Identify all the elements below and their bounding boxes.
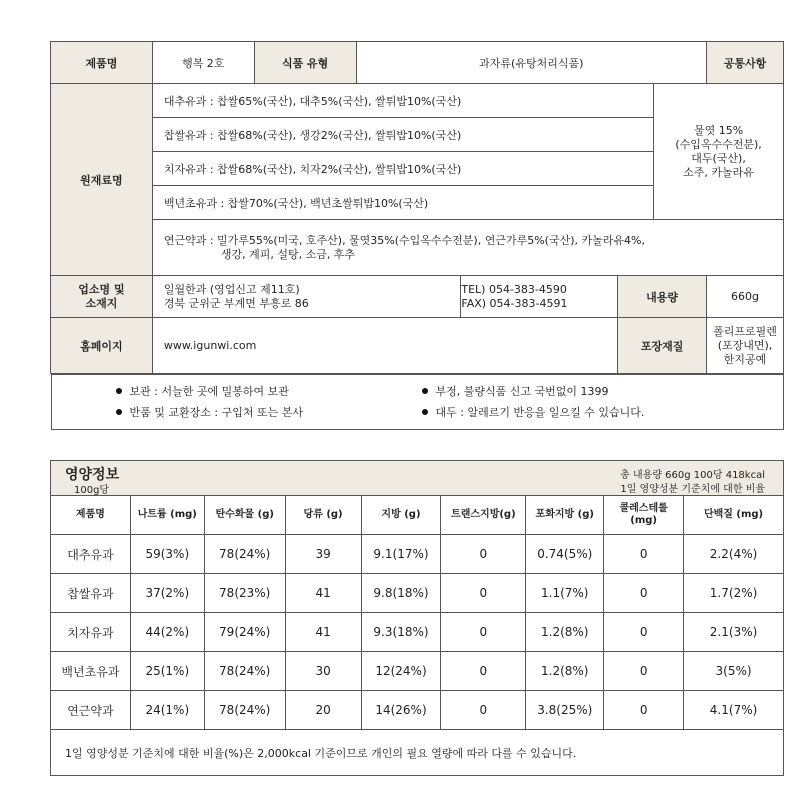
table-cell: 24(1%) — [130, 691, 204, 730]
packaging-line: (포장내면), — [717, 338, 773, 352]
bullet-icon — [422, 388, 428, 394]
packaging-value — [707, 318, 784, 374]
table-cell: 9.8(18%) — [361, 574, 441, 613]
business-address: 경북 군위군 부계면 부흥로 86 — [163, 296, 309, 310]
nutrition-title: 영양정보 — [65, 467, 120, 483]
contact-info — [461, 276, 618, 318]
table-cell: 78(24%) — [204, 691, 285, 730]
column-header: 탄수화물 (g) — [204, 496, 285, 535]
nutrition-table — [50, 460, 784, 776]
table-cell: 39 — [285, 535, 361, 574]
table-row — [51, 613, 784, 652]
product-name-value: 행복 2호 — [152, 42, 254, 84]
table-cell: 12(24%) — [361, 652, 441, 691]
note-text: 대두 : 알레르기 반응을 일으킬 수 있습니다. — [435, 406, 645, 419]
business-label-line: 소재지 — [85, 296, 118, 310]
business-label — [51, 276, 153, 318]
table-cell: 2.2(4%) — [684, 535, 784, 574]
column-header — [604, 496, 684, 535]
column-header: 나트륨 (mg) — [130, 496, 204, 535]
ingredient-line: 대추유과 : 찹쌀65%(국산), 대추5%(국산), 쌀튀밥10%(국산) — [152, 84, 653, 118]
nutrition-column-headers — [51, 496, 784, 535]
table-cell: 79(24%) — [204, 613, 285, 652]
ingredient-yakgwa-line: 생강, 계피, 설탕, 소금, 후추 — [220, 247, 356, 261]
volume-label: 내용량 — [618, 276, 707, 318]
product-name-label: 제품명 — [51, 42, 153, 84]
table-cell: 78(24%) — [204, 652, 285, 691]
table-cell: 14(26%) — [361, 691, 441, 730]
packaging-label: 포장재질 — [618, 318, 707, 374]
table-cell: 78(24%) — [204, 535, 285, 574]
common-ingredients — [654, 84, 784, 220]
table-cell: 9.3(18%) — [361, 613, 441, 652]
notes-section — [51, 374, 784, 430]
common-line: 물엿 15% — [693, 123, 744, 137]
bullet-icon — [116, 388, 122, 394]
table-cell: 37(2%) — [130, 574, 204, 613]
business-info — [152, 276, 461, 318]
table-cell: 3.8(25%) — [526, 691, 604, 730]
food-type-value: 과자류(유탕처리식품) — [356, 42, 706, 84]
table-cell: 0 — [441, 613, 526, 652]
table-cell: 2.1(3%) — [684, 613, 784, 652]
packaging-line: 한지공예 — [723, 352, 767, 366]
table-row — [51, 691, 784, 730]
fax-number: FAX) 054-383-4591 — [461, 296, 568, 310]
ingredient-line: 백년초유과 : 찹쌀70%(국산), 백년초쌀튀밥10%(국산) — [152, 186, 653, 220]
table-cell: 0 — [441, 691, 526, 730]
table-cell: 4.1(7%) — [684, 691, 784, 730]
nutrition-per: 100g당 — [74, 485, 110, 496]
table-cell: 0 — [441, 652, 526, 691]
tel-number: TEL) 054-383-4590 — [461, 282, 567, 296]
ingredient-line: 찹쌀유과 : 찹쌀68%(국산), 생강2%(국산), 쌀튀밥10%(국산) — [152, 118, 653, 152]
table-row — [51, 652, 784, 691]
common-line: 대두(국산), — [691, 151, 746, 165]
homepage-label: 홈페이지 — [51, 318, 153, 374]
nutrition-total: 총 내용량 660g 100당 418kcal — [620, 470, 765, 481]
common-label: 공통사항 — [707, 42, 784, 84]
table-cell: 백년초유과 — [51, 652, 131, 691]
table-row — [51, 535, 784, 574]
table-cell: 0 — [604, 652, 684, 691]
column-header-line: 콜레스테롤 — [619, 503, 668, 514]
ingredient-yakgwa-line: 연근약과 : 밀가루55%(미국, 호주산), 물엿35%(수입옥수수전분), 연근가루5%(국산), 카놀라유4%, — [163, 233, 645, 247]
table-cell: 41 — [285, 574, 361, 613]
column-header: 지방 (g) — [361, 496, 441, 535]
product-info-table — [50, 41, 784, 430]
table-cell: 0 — [604, 574, 684, 613]
table-cell: 0 — [441, 574, 526, 613]
column-header: 단백질 (mg) — [684, 496, 784, 535]
column-header: 트랜스지방(g) — [441, 496, 526, 535]
nutrition-header — [51, 461, 784, 496]
table-cell: 30 — [285, 652, 361, 691]
table-cell: 연근약과 — [51, 691, 131, 730]
column-header: 제품명 — [51, 496, 131, 535]
table-cell: 41 — [285, 613, 361, 652]
table-cell: 20 — [285, 691, 361, 730]
note-item — [422, 383, 609, 399]
common-line: (수입옥수수전분), — [675, 137, 762, 151]
table-cell: 0 — [604, 535, 684, 574]
note-item — [422, 404, 645, 420]
nutrition-footnote: 1일 영양성분 기준치에 대한 비율(%)은 2,000kcal 기준이므로 개인의 필요 열량에 따라 다를 수 있습니다. — [51, 730, 784, 776]
nutrition-daily-note: 1일 영양성분 기준치에 대한 비율 — [620, 484, 765, 495]
table-cell: 9.1(17%) — [361, 535, 441, 574]
homepage-link[interactable]: www.igunwi.com — [152, 318, 617, 374]
table-cell: 1.2(8%) — [526, 613, 604, 652]
ingredient-yakgwa — [152, 220, 783, 276]
note-text: 반품 및 교환장소 : 구입처 또는 본사 — [129, 406, 303, 419]
packaging-line: 폴리프로필렌 — [713, 324, 777, 338]
food-type-label: 식품 유형 — [254, 42, 356, 84]
table-cell: 0 — [604, 613, 684, 652]
note-text: 부정, 불량식품 신고 국번없이 1399 — [435, 385, 609, 398]
business-label-line: 업소명 및 — [78, 282, 125, 296]
table-row — [51, 574, 784, 613]
bullet-icon — [422, 409, 428, 415]
business-name: 일월한과 (영업신고 제11호) — [163, 282, 300, 296]
table-cell: 1.7(2%) — [684, 574, 784, 613]
table-cell: 0 — [441, 535, 526, 574]
ingredient-line: 치자유과 : 찹쌀68%(국산), 치자2%(국산), 쌀튀밥10%(국산) — [152, 152, 653, 186]
table-cell: 25(1%) — [130, 652, 204, 691]
column-header: 당류 (g) — [285, 496, 361, 535]
table-cell: 0 — [604, 691, 684, 730]
volume-value: 660g — [707, 276, 784, 318]
table-cell: 3(5%) — [684, 652, 784, 691]
table-cell: 찹쌀유과 — [51, 574, 131, 613]
table-cell: 78(23%) — [204, 574, 285, 613]
column-header: 포화지방 (g) — [526, 496, 604, 535]
common-line: 소주, 카놀라유 — [683, 165, 754, 179]
ingredients-label: 원재료명 — [51, 84, 153, 276]
bullet-icon — [116, 409, 122, 415]
table-cell: 44(2%) — [130, 613, 204, 652]
table-cell: 0.74(5%) — [526, 535, 604, 574]
column-header-line: (mg) — [630, 515, 657, 526]
table-cell: 1.1(7%) — [526, 574, 604, 613]
note-item — [116, 404, 303, 420]
table-cell: 치자유과 — [51, 613, 131, 652]
note-item — [116, 383, 289, 399]
table-cell: 59(3%) — [130, 535, 204, 574]
table-cell: 대추유과 — [51, 535, 131, 574]
note-text: 보관 : 서늘한 곳에 밀봉하여 보관 — [129, 385, 289, 398]
table-cell: 1.2(8%) — [526, 652, 604, 691]
